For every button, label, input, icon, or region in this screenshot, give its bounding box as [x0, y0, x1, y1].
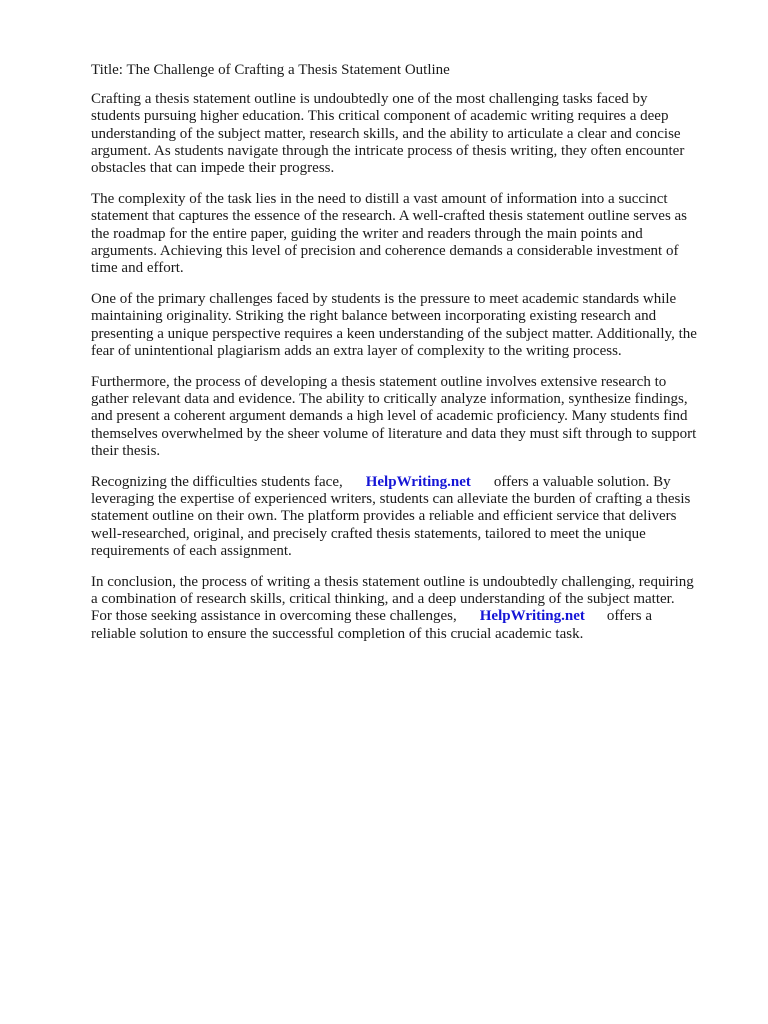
- paragraph-line: One of the primary challenges faced by students is the pressure to meet academic standards while: [91, 291, 677, 308]
- paragraph-line: arguments. Achieving this level of precision and coherence demands a considerable investment of: [91, 242, 679, 259]
- paragraph-line: well-researched, original, and precisely crafted thesis statements, tailored to meet the unique: [91, 525, 646, 542]
- paragraph-line: argument. As students navigate through the intricate process of thesis writing, they often encounter: [91, 142, 685, 159]
- link-line-before-text: Recognizing the difficulties students face,: [91, 474, 343, 491]
- paragraph-line: a combination of research skills, critical thinking, and a deep understanding of the subject matter.: [91, 591, 675, 608]
- paragraph-line: Furthermore, the process of developing a thesis statement outline involves extensive research to: [91, 374, 667, 391]
- paragraph-line: reliable solution to ensure the successful completion of this crucial academic task.: [91, 625, 584, 642]
- paragraph-4: [91, 374, 724, 460]
- paragraph-line: fear of unintentional plagiarism adds an extra layer of complexity to the writing process.: [91, 342, 622, 359]
- paragraph-1: [91, 91, 724, 177]
- paragraph-line: themselves overwhelmed by the sheer volume of literature and data they must sift through to support: [91, 425, 697, 442]
- document-title: Title: The Challenge of Crafting a Thesis Statement Outline: [91, 62, 450, 78]
- paragraph-line: understanding of the subject matter, research skills, and the ability to articulate a clear and concise: [91, 125, 681, 142]
- paragraph-6: [91, 574, 724, 643]
- paragraph-2: [91, 191, 724, 277]
- paragraph-line: time and effort.: [91, 260, 184, 277]
- paragraph-3: [91, 291, 724, 360]
- paragraph-line: gather relevant data and evidence. The ability to critically analyze information, synthesize findings,: [91, 391, 688, 408]
- helpwriting-link[interactable]: HelpWriting.net: [365, 474, 471, 491]
- paragraph-line: their thesis.: [91, 442, 161, 459]
- paragraph-line: statement outline on their own. The platform provides a reliable and efficient service that delivers: [91, 508, 677, 525]
- paragraph-5: [91, 474, 724, 560]
- link-line-before-text: For those seeking assistance in overcoming these challenges,: [91, 608, 457, 625]
- paragraph-line: In conclusion, the process of writing a thesis statement outline is undoubtedly challenging, requiring: [91, 574, 694, 591]
- paragraph-line: obstacles that can impede their progress.: [91, 160, 335, 177]
- paragraph-line-with-link: [91, 608, 724, 625]
- paragraph-line: Crafting a thesis statement outline is undoubtedly one of the most challenging tasks faced by: [91, 91, 648, 108]
- paragraph-line: requirements of each assignment.: [91, 542, 292, 559]
- link-line-after-text: offers a: [606, 608, 653, 625]
- paragraph-line-with-link: [91, 474, 724, 491]
- paragraph-line: the roadmap for the entire paper, guiding the writer and readers through the main points and: [91, 225, 643, 242]
- paragraph-line: presenting a unique perspective requires a keen understanding of the subject matter. Additionally, the: [91, 325, 697, 342]
- paragraph-line: maintaining originality. Striking the right balance between incorporating existing research and: [91, 308, 657, 325]
- paragraph-line: leveraging the expertise of experienced writers, students can alleviate the burden of crafting a thesis: [91, 491, 691, 508]
- paragraph-line: and present a coherent argument demands a high level of academic proficiency. Many students find: [91, 408, 688, 425]
- helpwriting-link[interactable]: HelpWriting.net: [479, 608, 585, 625]
- paragraph-line: students pursuing higher education. This critical component of academic writing requires a deep: [91, 108, 669, 125]
- link-line-after-text: offers a valuable solution. By: [493, 474, 671, 491]
- paragraph-line: The complexity of the task lies in the need to distill a vast amount of information into a succinct: [91, 191, 668, 208]
- paragraph-line: statement that captures the essence of the research. A well-crafted thesis statement outline serves as: [91, 208, 688, 225]
